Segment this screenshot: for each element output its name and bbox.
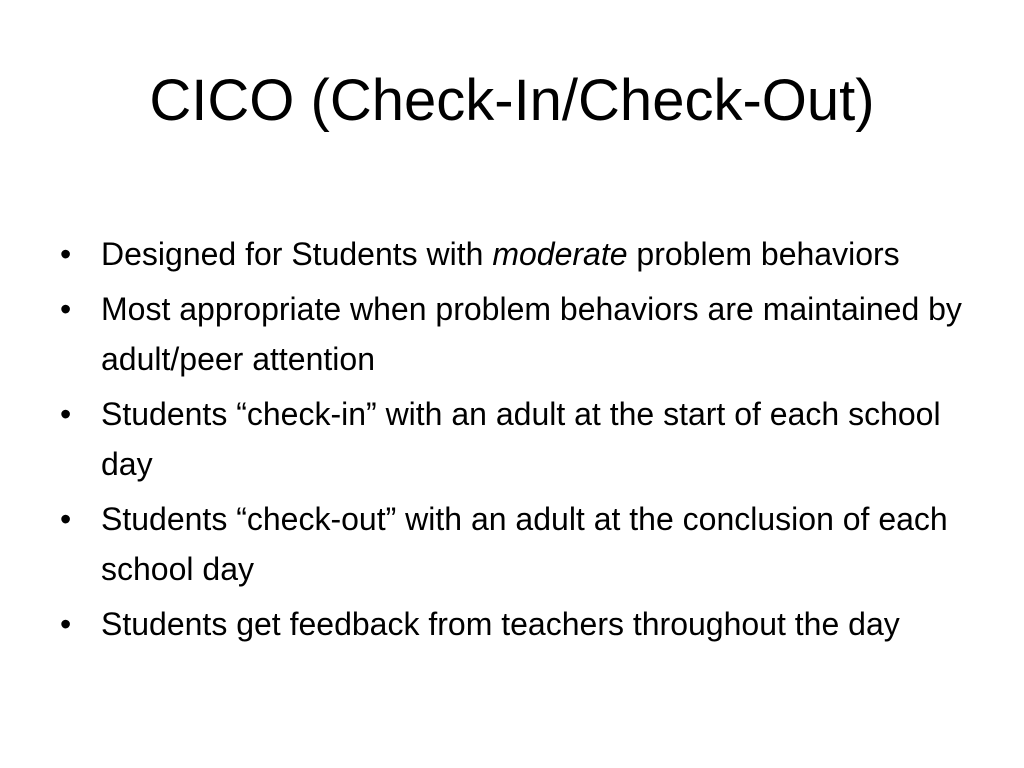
- bullet-icon: •: [60, 291, 72, 327]
- bullet-text: [101, 236, 900, 272]
- bullet-item: [60, 494, 980, 594]
- bullet-icon: •: [60, 606, 72, 642]
- bullet-text-after: problem behaviors: [627, 236, 900, 272]
- bullet-text: Most appropriate when problem behaviors are maintained by adult/peer attention: [101, 291, 962, 377]
- bullet-item: [60, 229, 980, 279]
- slide-title: CICO (Check-In/Check-Out): [149, 68, 875, 133]
- bullet-text: Students “check-out” with an adult at the conclusion of each school day: [101, 501, 948, 587]
- bullet-list: [60, 229, 980, 654]
- bullet-text: Students “check-in” with an adult at the start of each school day: [101, 396, 941, 482]
- bullet-item: [60, 599, 980, 649]
- bullet-text-emphasis: moderate: [492, 236, 628, 272]
- bullet-icon: •: [60, 236, 72, 272]
- bullet-icon: •: [60, 396, 72, 432]
- bullet-icon: •: [60, 501, 72, 537]
- bullet-text: Students get feedback from teachers throughout the day: [101, 606, 900, 642]
- bullet-item: [60, 389, 980, 489]
- bullet-text-before: Designed for Students with: [101, 236, 493, 272]
- bullet-item: [60, 284, 980, 384]
